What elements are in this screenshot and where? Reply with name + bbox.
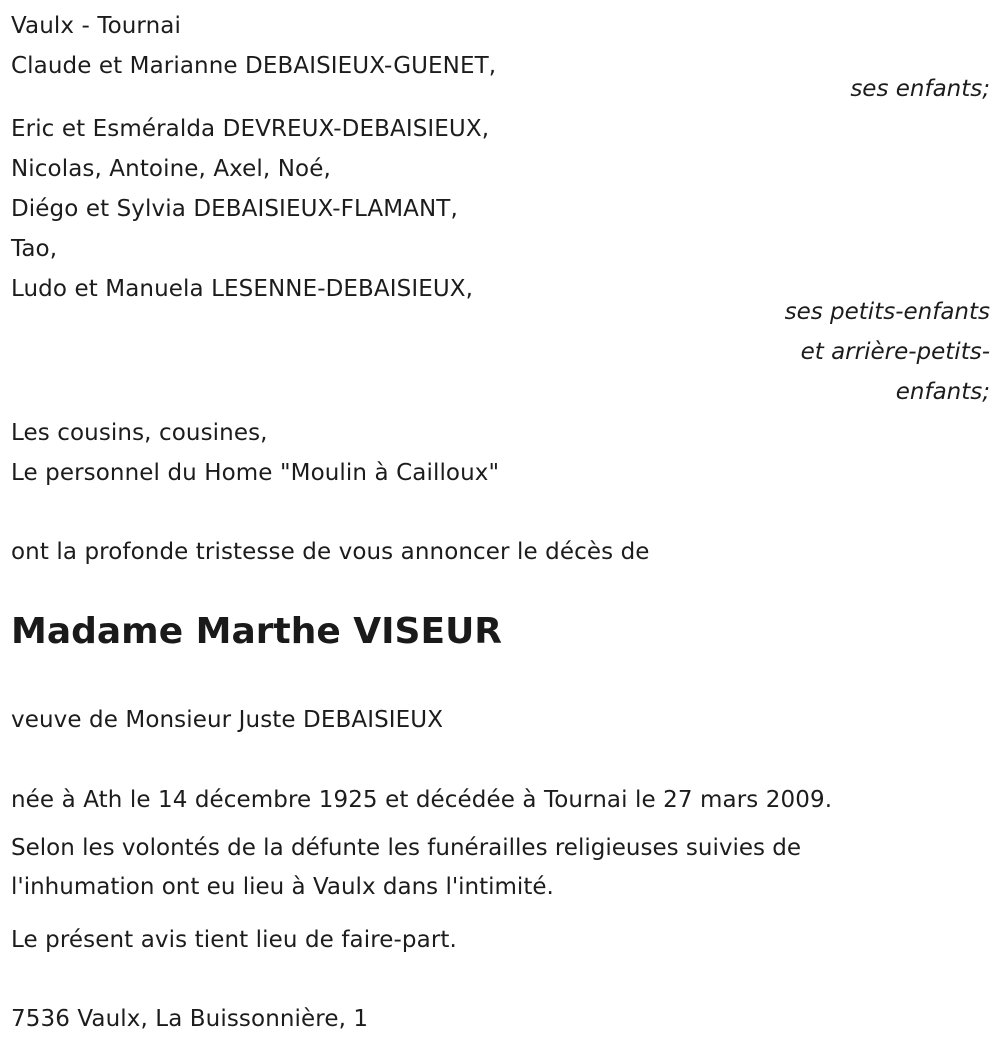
grandchildren-role-line-1: ses petits-enfants	[784, 299, 990, 325]
address-text: 7536 Vaulx, La Buissonnière, 1	[11, 1006, 369, 1032]
announcement-text: ont la profonde tristesse de vous annoncer le décès de	[11, 539, 650, 565]
deceased-name: Madame Marthe VISEUR	[11, 611, 503, 652]
others-name-1: Les cousins, cousines,	[11, 420, 268, 446]
grandchildren-name-5: Ludo et Manuela LESENNE-DEBAISIEUX,	[11, 276, 474, 302]
children-names: Claude et Marianne DEBAISIEUX-GUENET,	[11, 53, 497, 79]
grandchildren-role-line-2: et arrière-petits-	[800, 339, 990, 365]
grandchildren-name-3: Diégo et Sylvia DEBAISIEUX-FLAMANT,	[11, 196, 458, 222]
birth-death-text: née à Ath le 14 décembre 1925 et décédée à Tournai le 27 mars 2009.	[11, 787, 833, 813]
grandchildren-name-2: Nicolas, Antoine, Axel, Noé,	[11, 156, 331, 182]
grandchildren-role-line-3: enfants;	[895, 379, 990, 405]
grandchildren-name-4: Tao,	[11, 236, 58, 262]
others-name-2: Le personnel du Home "Moulin à Cailloux"	[11, 460, 500, 486]
notice-text: Le présent avis tient lieu de faire-part.	[11, 927, 457, 953]
children-role: ses enfants;	[850, 76, 990, 102]
widow-of-text: veuve de Monsieur Juste DEBAISIEUX	[11, 707, 444, 733]
location-header: Vaulx - Tournai	[11, 13, 181, 39]
grandchildren-name-1: Eric et Esméralda DEVREUX-DEBAISIEUX,	[11, 116, 490, 142]
funeral-text: Selon les volontés de la défunte les funérailles religieuses suivies de l'inhumation ont eu lieu à Vaulx dans l'intimité.	[11, 835, 802, 900]
